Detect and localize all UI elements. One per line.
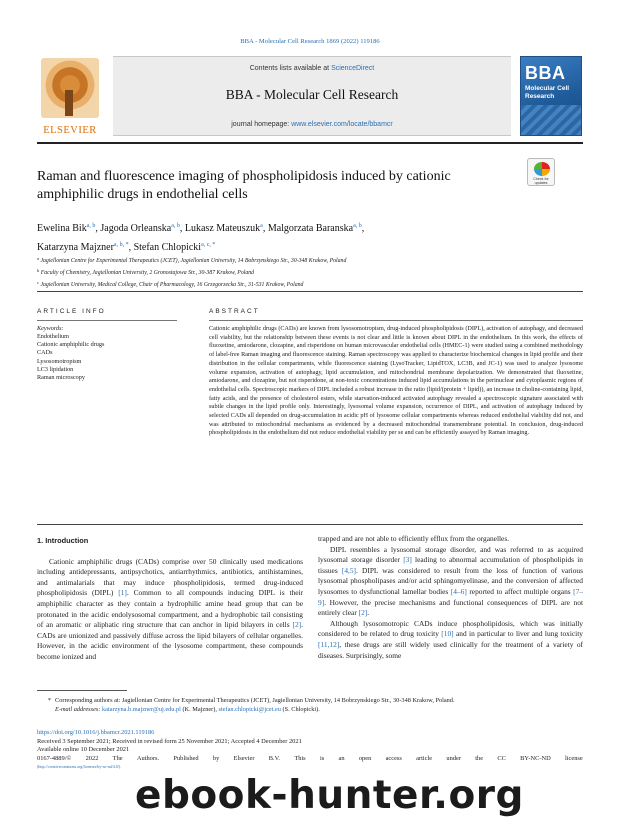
cover-artwork	[521, 105, 582, 135]
keywords-list	[37, 333, 177, 382]
license-word: open	[358, 754, 372, 762]
author-separator: ,	[361, 223, 365, 234]
citation-ref-link[interactable]: [2]	[292, 620, 302, 630]
license-word: by	[212, 754, 220, 762]
intro-paragraph-1	[37, 557, 303, 663]
homepage-prefix: journal homepage:	[231, 121, 292, 128]
watermark: ebook-hunter.org	[135, 773, 524, 818]
abstract-text: Cationic amphiphilic drugs (CADs) are known from lysosomotropism, drug-induced phospholipidosis (DIPL), activation of autophagy, and decreased cell viability, but the relationship between these events is not clear and little is known about DIPL in the endothelium. In this work, the effects of fluoxetine, amiodarone, clozapine, and risperidone on human microvascular endothelial cells (HMEC-1) were studied using a combined methodology of label-free Raman imaging and fluorescence staining. Raman spectroscopy was applied to characterize biochemical changes in lipid profile and their distribution in the cellular compartments, while fluorescence staining (LysoTracker, LipidTOX, LC3B, and JC-1) was used to analyze lysosome volume expansion, activation of autophagy, lipid accumulation, and mitochondrial membrane depolarization. We demonstrated that fluoxetine, amiodarone, and clozapine, but not risperidone, at non-toxic concentrations induced lipid accumulations in the perinuclear and cytoplasmic regions of endothelial cells. Spectroscopic markers of DIPL included a robust increase in the ratio (lipid/(protein + lipid)), an increase in choline-containing lipid, fatty acids, and the presence of cholesterol esters, while starvation-induced activated autophagy revealed a spectroscopic signature associated with subtle changes in the lipid profile only. Interestingly, lysosomal volume expansion, occurrence of DIPL, and activation of autophagy induced by selected CADs all depended on drug-accumulation in acidic pH of lysosome cellular compartments whereas reduced endothelial viability did not, and was attributed to mitochondrial mechanisms as evidenced by a decreased mitochondrial transmembrane potential. In conclusion, drug-induced phospholipidosis in the endothelium did not reduce endothelial viability per se and can be efficiently assayed by Raman imaging.	[209, 325, 583, 437]
article-info-heading: ARTICLE INFO	[37, 308, 106, 315]
keyword-item[interactable]: Cationic amphiphilic drugs	[37, 341, 105, 349]
intro-paragraph-3	[318, 619, 583, 661]
author-name[interactable]: Katarzyna Majzner	[37, 242, 114, 253]
license-word: access	[385, 754, 402, 762]
paragraph-text: . Common to all compounds inducing DIPL is their amphiphilic character as they contain a hydrophilic amine head group that can be protonated in the acidic endolysosomal compartment, and a hydrophobic tail consisting of an aromatic or aliphatic ring structure that can anchor in lipid bilayers in cells	[37, 588, 303, 630]
license-word: BY-NC-ND	[520, 754, 551, 762]
affiliation-text: Jagiellonian Centre for Experimental Therapeutics (JCET), Jagiellonian University, 14 Bobrzynskiego Str., 30-348 Krakow, Poland	[39, 258, 347, 264]
affiliations	[37, 254, 583, 290]
intro-paragraph-2	[318, 545, 583, 619]
license-word: CC	[497, 754, 506, 762]
homepage-link[interactable]: www.elsevier.com/locate/bbamcr	[291, 121, 393, 128]
article-title: Raman and fluorescence imaging of phospholipidosis induced by cationic amphiphilic drugs in endothelial cells	[37, 169, 451, 202]
citation-ref-link[interactable]: [2]	[358, 608, 368, 618]
intro-paragraph-continued: trapped and are not able to efficiently efflux from the organelles.	[318, 534, 510, 543]
license-word: Authors.	[136, 754, 160, 762]
license-word: Elsevier	[233, 754, 255, 762]
citation-ref-link[interactable]: [4,5]	[341, 565, 357, 575]
license-word: license	[565, 754, 583, 762]
email-owner-2: (S. Chlopicki).	[280, 706, 320, 713]
article-info-rule	[37, 320, 177, 321]
paragraph-text: . DIPL was considered to result from the loss of function of various lysosomal phospholipases and/or acid sphingomyelinase, and the conversion of affected lysosomes to dysfunctional lamellar bodies	[318, 565, 583, 596]
citation-ref-link[interactable]: [10]	[441, 629, 454, 639]
license-statement	[37, 755, 583, 764]
author-affiliation-marks[interactable]: a, c, *	[201, 242, 216, 248]
journal-cover-image[interactable]	[520, 56, 582, 136]
contents-prefix: Contents lists available at	[249, 65, 332, 72]
journal-citation[interactable]: BBA - Molecular Cell Research 1869 (2022) 119186	[240, 38, 380, 45]
author-name[interactable]: Lukasz Mateuszuk	[184, 223, 261, 234]
author-affiliation-marks[interactable]: a, b	[86, 223, 96, 229]
paragraph-text: , these drugs are still widely used clinically for the treatment of a variety of diseases. Surprisingly, some	[318, 639, 583, 660]
footnote-marker: *	[47, 697, 51, 704]
body-column-right	[318, 534, 583, 661]
paragraph-text: Although lysosomotropic CADs induce phospholipidosis, which was initially considered to be related to drug toxicity	[318, 618, 583, 639]
section-divider	[37, 291, 583, 292]
affiliation-mark: c	[37, 280, 39, 285]
received-dates: Received 3 September 2021; Received in revised form 25 November 2021; Accepted 4 December 2021	[37, 737, 302, 745]
citation-ref-link[interactable]: [11,12]	[318, 639, 340, 649]
journal-header	[37, 56, 583, 136]
license-word: an	[338, 754, 345, 762]
abstract-rule	[209, 320, 583, 321]
contents-available	[113, 65, 511, 72]
corresponding-author-footnote	[37, 696, 583, 714]
author-separator: ,	[262, 223, 268, 234]
email-label: E-mail addresses:	[55, 706, 102, 713]
author-name[interactable]: Stefan Chlopicki	[133, 242, 202, 253]
paragraph-text: .	[367, 608, 370, 618]
footnote-line-2	[37, 705, 583, 714]
crossmark-label: Check for updates	[533, 177, 549, 185]
paragraph-text: reported to affect multiple organs	[466, 586, 574, 596]
citation-ref-link[interactable]: [3]	[403, 555, 412, 565]
license-word: Published	[173, 754, 199, 762]
license-link[interactable]: (http://creativecommons.org/licenses/by-nc-nd/4.0/).	[37, 764, 122, 770]
author-affiliation-marks[interactable]: a	[260, 223, 263, 229]
keyword-item[interactable]: Raman microscopy	[37, 374, 85, 382]
paragraph-text: leading to abnormal accumulation of phospholipids in tissues	[318, 555, 583, 575]
affiliation-line	[37, 266, 583, 278]
affiliation-text: Jagiellonian University, Medical College, Chair of Pharmacology, 16 Grzegorzecka Str., 31-531 Krakow, Poland	[39, 282, 304, 288]
paragraph-text: and in particular to liver and lung toxicity	[453, 629, 583, 639]
license-word: article	[416, 754, 433, 762]
keyword-item[interactable]: Lysosomotropism	[37, 357, 82, 365]
author-list	[37, 218, 583, 256]
author-affiliation-marks[interactable]: a, b, *	[113, 242, 129, 248]
abstract-heading: ABSTRACT	[209, 308, 260, 315]
author-separator: ,	[179, 223, 185, 234]
license-word: 2022	[85, 754, 99, 762]
keyword-item[interactable]: Endothelium	[37, 333, 69, 340]
publisher-wordmark: ELSEVIER	[43, 125, 97, 136]
author-separator: ,	[95, 223, 101, 234]
license-word: B.V.	[268, 754, 281, 762]
body-column-left	[37, 536, 303, 663]
paragraph-text: Cationic amphiphilic drugs (CADs) comprise over 50 clinically used medications including antidepressants, antipsychotics, antiarrhythmics, antibiotics, antihistamines, and antimalarials that may induce phospholipidosis, termed drug-induced phospholipidosis (DIPL)	[37, 556, 303, 598]
header-divider	[37, 142, 583, 144]
citation-ref-link[interactable]: [1]	[118, 588, 127, 598]
paragraph-text: DIPL resembles a lysosomal storage disorder, and was referred to as acquired lysosomal storage disorder	[318, 544, 583, 565]
author-name[interactable]: Ewelina Bik	[37, 223, 87, 234]
license-word: the	[475, 754, 484, 762]
author-separator: ,	[128, 242, 134, 253]
citation-ref-link[interactable]: [4–6]	[450, 586, 467, 596]
affiliation-line	[37, 278, 583, 290]
author-name[interactable]: Jagoda Orleanska	[100, 223, 172, 234]
affiliation-line	[37, 254, 583, 266]
license-word: This	[294, 754, 306, 762]
affiliation-text: Faculty of Chemistry, Jagiellonian University, 2 Gronostajowa Str., 30-387 Krakow, Poland	[39, 270, 255, 276]
check-for-updates-button[interactable]	[527, 158, 555, 186]
doi-link[interactable]: https://doi.org/10.1016/j.bbamcr.2021.119186	[37, 729, 155, 736]
bibliographic-info	[37, 729, 583, 772]
email-link-chlopicki[interactable]: stefan.chlopicki@jcet.eu	[218, 706, 281, 713]
license-word: 0167-4889/©	[37, 754, 72, 762]
crossmark-icon	[534, 162, 550, 176]
cover-logo: BBA	[525, 63, 566, 83]
footnote-text: Corresponding authors at: Jagiellonian Centre for Experimental Therapeutics (JCET), Jagiellonian University, 14 Bobrzynskiego Str., 30-348 Krakow, Poland.	[55, 697, 455, 704]
paragraph-text: . However, the precise mechanisms and functional consequences of DIPL are not entirely clear	[318, 597, 583, 618]
email-owner-1: (K. Majzner),	[180, 706, 219, 713]
affiliation-mark: b	[37, 268, 40, 273]
journal-title: BBA - Molecular Cell Research	[225, 87, 399, 102]
keywords-label: Keywords:	[37, 325, 64, 332]
author-affiliation-marks[interactable]: a, b	[353, 223, 362, 229]
license-word: The	[112, 754, 123, 762]
footnote-rule	[37, 690, 127, 691]
cover-subtitle: Molecular Cell Research	[525, 85, 570, 100]
journal-banner	[113, 56, 511, 136]
introduction-heading: 1. Introduction	[37, 536, 89, 545]
keyword-item[interactable]: LC3 lipidation	[37, 365, 74, 373]
footnote-line-1	[37, 696, 583, 705]
paragraph-text: . CADs are unionized and passively diffuse across the lipid bilayers of cellular organelles. However, in the acidic environment of the lysosome compartment, these compounds become ionized and	[37, 620, 303, 661]
author-affiliation-marks[interactable]: a, b	[171, 223, 180, 229]
available-online: Available online 10 December 2021	[37, 746, 130, 754]
tree-trunk-icon	[65, 90, 73, 116]
author-name[interactable]: Malgorzata Baranska	[267, 223, 354, 234]
body-divider	[37, 524, 583, 525]
email-link-majzner[interactable]: katarzyna.b.majzner@uj.edu.pl	[102, 706, 181, 713]
journal-homepage	[113, 121, 511, 128]
citation-ref-link[interactable]: [7–9]	[318, 586, 584, 607]
sciencedirect-link[interactable]: ScienceDirect	[331, 65, 375, 72]
keyword-item[interactable]: CADs	[37, 349, 53, 357]
license-word: is	[319, 754, 325, 762]
affiliation-mark: a	[37, 256, 39, 261]
elsevier-logo[interactable]	[37, 56, 103, 136]
license-word: under	[446, 754, 461, 762]
